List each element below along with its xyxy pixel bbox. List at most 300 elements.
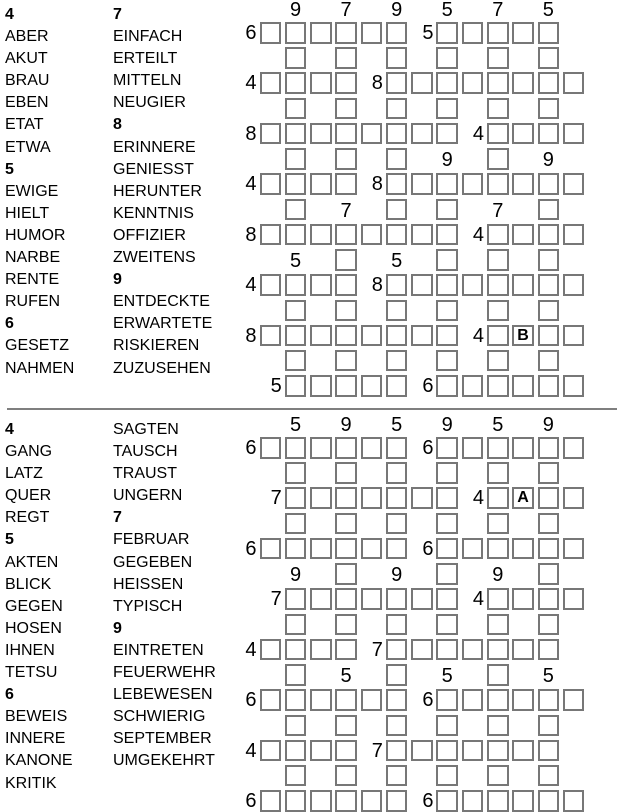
grid-cell[interactable] [335, 249, 357, 271]
grid-cell[interactable] [386, 790, 408, 812]
grid-cell[interactable] [386, 487, 408, 509]
grid-cell[interactable] [538, 740, 560, 762]
word-list-item: BRAU [5, 72, 50, 90]
grid-cell[interactable] [462, 274, 484, 296]
grid-cell[interactable] [538, 689, 560, 711]
grid-cell[interactable] [335, 123, 357, 145]
grid-cell[interactable] [487, 123, 509, 145]
grid-cell[interactable] [563, 689, 585, 711]
grid-cell[interactable] [285, 715, 307, 737]
grid-cell[interactable] [538, 614, 560, 636]
grid-cell[interactable] [538, 249, 560, 271]
grid-cell[interactable] [538, 513, 560, 535]
grid-cell[interactable] [512, 588, 534, 610]
grid-cell[interactable] [487, 148, 509, 170]
column-length-number: 7 [340, 199, 352, 222]
grid-cell[interactable] [361, 123, 383, 145]
grid-cell[interactable] [436, 173, 458, 195]
grid-cell[interactable] [538, 274, 560, 296]
grid-cell[interactable] [361, 22, 383, 44]
row-length-label: 7 [270, 588, 282, 611]
grid-cell[interactable] [285, 790, 307, 812]
grid-cell[interactable] [335, 513, 357, 535]
grid-cell[interactable] [310, 740, 332, 762]
grid-cell[interactable] [512, 123, 534, 145]
grid-cell[interactable] [436, 689, 458, 711]
grid-cell[interactable] [335, 274, 357, 296]
grid-cell[interactable] [310, 72, 332, 94]
row-length-label: 8 [245, 122, 257, 145]
grid-cell[interactable] [285, 614, 307, 636]
grid-cell[interactable] [538, 715, 560, 737]
grid-cell[interactable] [512, 790, 534, 812]
grid-cell[interactable] [487, 98, 509, 120]
grid-cell[interactable] [538, 588, 560, 610]
grid-cell[interactable] [462, 538, 484, 560]
grid-cell[interactable] [436, 740, 458, 762]
grid-cell[interactable] [436, 274, 458, 296]
grid-cell[interactable] [386, 274, 408, 296]
grid-cell[interactable] [310, 790, 332, 812]
word-list-item: EINTRETEN [113, 641, 204, 659]
grid-cell[interactable] [386, 47, 408, 69]
grid-cell[interactable] [310, 123, 332, 145]
row-length-label: 7 [270, 487, 282, 510]
grid-cell[interactable] [462, 639, 484, 661]
grid-cell[interactable] [487, 487, 509, 509]
grid-cell[interactable] [310, 487, 332, 509]
grid-cell[interactable] [563, 224, 585, 246]
grid-cell[interactable] [436, 375, 458, 397]
word-list-item: NAHMEN [5, 359, 75, 377]
word-list-item: ZUZUSEHEN [113, 359, 211, 377]
grid-cell[interactable] [563, 123, 585, 145]
grid-cell[interactable] [285, 513, 307, 535]
grid-cell[interactable] [487, 740, 509, 762]
grid-cell[interactable] [512, 274, 534, 296]
grid-cell[interactable] [260, 538, 282, 560]
grid-cell[interactable] [386, 98, 408, 120]
grid-cell[interactable] [512, 375, 534, 397]
grid-cell[interactable] [512, 224, 534, 246]
grid-cell[interactable] [386, 148, 408, 170]
grid-cell[interactable] [538, 765, 560, 787]
grid-cell[interactable] [462, 790, 484, 812]
grid-cell[interactable] [285, 437, 307, 459]
grid-cell[interactable] [512, 538, 534, 560]
grid-cell[interactable] [512, 173, 534, 195]
grid-cell[interactable] [487, 614, 509, 636]
grid-cell[interactable] [411, 639, 433, 661]
grid-cell[interactable] [310, 588, 332, 610]
grid-cell[interactable] [487, 274, 509, 296]
grid-cell[interactable] [462, 375, 484, 397]
grid-cell[interactable] [335, 639, 357, 661]
row-length-label: 4 [245, 274, 257, 297]
word-list-item: KENNTNIS [113, 204, 194, 222]
grid-cell[interactable] [436, 538, 458, 560]
grid-cell[interactable] [285, 47, 307, 69]
grid-cell[interactable] [335, 72, 357, 94]
row-length-label: 4 [472, 122, 485, 145]
grid-cell[interactable] [538, 462, 560, 484]
grid-cell[interactable] [563, 72, 585, 94]
grid-cell[interactable] [335, 487, 357, 509]
grid-cell[interactable] [411, 325, 433, 347]
row-length-label: 6 [422, 437, 434, 459]
word-list-item: AKUT [5, 50, 48, 68]
grid-cell[interactable] [285, 689, 307, 711]
grid-cell[interactable] [386, 715, 408, 737]
grid-cell[interactable] [436, 462, 458, 484]
grid-cell[interactable] [285, 148, 307, 170]
grid-cell[interactable] [411, 224, 433, 246]
grid-cell[interactable] [335, 22, 357, 44]
grid-cell[interactable] [386, 123, 408, 145]
grid-cell[interactable] [386, 300, 408, 322]
grid-cell[interactable] [487, 462, 509, 484]
grid-cell[interactable] [411, 487, 433, 509]
grid-cell[interactable] [386, 639, 408, 661]
grid-cell[interactable] [361, 487, 383, 509]
grid-cell[interactable] [386, 513, 408, 535]
row-length-label: 4 [472, 487, 485, 510]
grid-cell[interactable] [538, 300, 560, 322]
grid-cell[interactable] [538, 790, 560, 812]
grid-cell[interactable] [411, 72, 433, 94]
grid-cell[interactable] [538, 224, 560, 246]
word-list-item: GENIESST [113, 160, 194, 178]
grid-cell[interactable] [335, 437, 357, 459]
grid-cell[interactable] [563, 375, 585, 397]
grid-cell[interactable] [285, 588, 307, 610]
grid-cell[interactable] [487, 22, 509, 44]
word-list-item: HUMOR [5, 226, 66, 244]
grid-cell[interactable] [386, 462, 408, 484]
grid-cell[interactable] [361, 437, 383, 459]
row-length-label: 8 [371, 173, 383, 196]
grid-cell[interactable] [436, 325, 458, 347]
grid-cell[interactable] [436, 123, 458, 145]
grid-cell[interactable] [563, 790, 585, 812]
word-list-item: TETSU [5, 664, 58, 682]
grid-cell[interactable] [563, 173, 585, 195]
grid-cell[interactable] [512, 740, 534, 762]
grid-cell[interactable] [260, 639, 282, 661]
grid-cell[interactable] [436, 563, 458, 585]
grid-cell[interactable] [310, 538, 332, 560]
grid-cell[interactable] [386, 538, 408, 560]
grid-cell[interactable] [285, 72, 307, 94]
grid-cell[interactable] [563, 325, 585, 347]
grid-cell[interactable] [335, 790, 357, 812]
column-length-number: 5 [289, 414, 302, 436]
grid-cell[interactable] [487, 437, 509, 459]
grid-cell[interactable] [285, 224, 307, 246]
grid-cell[interactable] [386, 437, 408, 459]
grid-cell[interactable] [361, 790, 383, 812]
grid-cell[interactable] [436, 715, 458, 737]
grid-cell[interactable] [285, 538, 307, 560]
word-list-item: SAGTEN [113, 421, 179, 438]
grid-cell[interactable] [538, 325, 560, 347]
grid-cell[interactable] [563, 487, 585, 509]
grid-cell[interactable] [260, 173, 282, 195]
grid-cell[interactable] [487, 664, 509, 686]
grid-cell[interactable] [411, 588, 433, 610]
row-length-label: 4 [472, 324, 485, 347]
grid-cell[interactable] [260, 123, 282, 145]
grid-cell[interactable] [538, 563, 560, 585]
word-list-item: AKTEN [5, 553, 59, 571]
grid-cell[interactable] [260, 325, 282, 347]
grid-cell[interactable] [285, 350, 307, 372]
grid-cell[interactable] [487, 72, 509, 94]
grid-cell[interactable] [487, 325, 509, 347]
grid-cell[interactable] [335, 765, 357, 787]
grid-cell[interactable] [335, 325, 357, 347]
grid-cell[interactable] [563, 274, 585, 296]
grid-cell[interactable] [361, 375, 383, 397]
word-list-item: GEGEN [5, 597, 63, 615]
grid-cell[interactable] [310, 689, 332, 711]
grid-cell[interactable] [487, 715, 509, 737]
grid-cell[interactable] [260, 740, 282, 762]
grid-cell[interactable] [285, 274, 307, 296]
grid-cell[interactable] [285, 639, 307, 661]
grid-cell[interactable] [310, 224, 332, 246]
grid-cell[interactable] [436, 72, 458, 94]
grid-cell[interactable] [260, 22, 282, 44]
grid-cell[interactable] [436, 437, 458, 459]
grid-cell[interactable] [436, 22, 458, 44]
grid-cell[interactable] [538, 375, 560, 397]
grid-cell[interactable] [386, 614, 408, 636]
word-list-item: UNGERN [113, 487, 183, 505]
word-list-item: RUFEN [5, 293, 61, 311]
grid-cell[interactable] [462, 72, 484, 94]
grid-cell[interactable] [310, 22, 332, 44]
grid-cell[interactable] [361, 588, 383, 610]
grid-cell[interactable] [563, 437, 585, 459]
grid-cell[interactable] [512, 22, 534, 44]
grid-cell[interactable] [285, 173, 307, 195]
grid-cell[interactable] [487, 513, 509, 535]
grid-cell[interactable] [487, 47, 509, 69]
grid-cell[interactable] [335, 300, 357, 322]
grid-cell[interactable] [462, 173, 484, 195]
grid-cell[interactable] [462, 437, 484, 459]
grid-cell[interactable] [335, 462, 357, 484]
row-length-label: 6 [245, 790, 257, 812]
grid-cell[interactable] [285, 765, 307, 787]
grid-cell[interactable] [411, 740, 433, 762]
grid-cell[interactable] [512, 639, 534, 661]
grid-cell[interactable] [335, 173, 357, 195]
grid-cell[interactable] [260, 224, 282, 246]
grid-cell[interactable] [538, 487, 560, 509]
grid-cell[interactable] [386, 740, 408, 762]
column-length-number: 5 [542, 665, 554, 688]
grid-cell[interactable] [335, 224, 357, 246]
grid-cell[interactable] [462, 740, 484, 762]
grid-cell[interactable] [538, 437, 560, 459]
grid-cell[interactable] [310, 639, 332, 661]
grid-cell[interactable] [512, 72, 534, 94]
grid-cell[interactable] [335, 47, 357, 69]
grid-cell[interactable] [386, 350, 408, 372]
grid-cell[interactable] [335, 588, 357, 610]
grid-cell[interactable] [386, 22, 408, 44]
grid-cell[interactable] [487, 350, 509, 372]
grid-cell[interactable] [436, 790, 458, 812]
grid-cell[interactable] [335, 614, 357, 636]
grid-cell[interactable] [361, 224, 383, 246]
grid-cell[interactable] [335, 350, 357, 372]
grid-cell[interactable] [335, 740, 357, 762]
grid-cell[interactable] [361, 325, 383, 347]
grid-cell[interactable] [487, 300, 509, 322]
grid-cell[interactable] [260, 689, 282, 711]
grid-cell[interactable] [285, 199, 307, 221]
grid-cell[interactable] [310, 173, 332, 195]
grid-cell[interactable] [386, 224, 408, 246]
grid-cell[interactable] [335, 375, 357, 397]
grid-cell[interactable] [436, 588, 458, 610]
word-list-item: BEWEIS [5, 708, 68, 726]
grid-cell[interactable] [386, 199, 408, 221]
grid-cell[interactable] [436, 350, 458, 372]
word-list-item: ENTDECKTE [113, 293, 210, 311]
grid-cell[interactable] [538, 199, 560, 221]
grid-cell[interactable] [436, 98, 458, 120]
grid-cell[interactable] [335, 715, 357, 737]
word-list-item: LEBEWESEN [113, 686, 213, 704]
grid-cell[interactable] [260, 274, 282, 296]
grid-cell[interactable] [260, 790, 282, 812]
grid-cell[interactable] [538, 350, 560, 372]
grid-cell[interactable] [487, 588, 509, 610]
grid-cell[interactable] [487, 689, 509, 711]
grid-cell[interactable] [285, 740, 307, 762]
grid-cell[interactable] [436, 513, 458, 535]
word-list-item: EBEN [5, 94, 49, 112]
word-length-header: 6 [5, 686, 14, 704]
puzzle-2 [0, 415, 622, 812]
grid-cell[interactable] [436, 224, 458, 246]
word-list-item: RISKIEREN [113, 337, 200, 355]
grid-cell[interactable] [538, 639, 560, 661]
grid-cell[interactable] [285, 98, 307, 120]
grid-cell[interactable] [538, 538, 560, 560]
grid-cell[interactable] [285, 123, 307, 145]
word-list-item: GANG [5, 443, 53, 461]
grid-cell[interactable] [335, 538, 357, 560]
grid-cell[interactable] [487, 173, 509, 195]
row-length-label: 6 [245, 537, 257, 560]
grid-cell[interactable] [310, 325, 332, 347]
row-length-label: 8 [245, 324, 257, 347]
grid-cell[interactable] [386, 765, 408, 787]
grid-cell[interactable] [386, 375, 408, 397]
grid-cell[interactable] [538, 173, 560, 195]
grid-cell[interactable] [563, 588, 585, 610]
grid-cell[interactable] [538, 72, 560, 94]
grid-cell[interactable] [335, 689, 357, 711]
grid-cell[interactable] [285, 487, 307, 509]
grid-cell[interactable] [335, 148, 357, 170]
grid-cell[interactable] [512, 689, 534, 711]
grid-cell[interactable] [487, 538, 509, 560]
grid-cell[interactable] [487, 224, 509, 246]
grid-cell[interactable] [285, 462, 307, 484]
grid-cell[interactable] [538, 22, 560, 44]
grid-cell[interactable] [436, 199, 458, 221]
grid-cell[interactable] [386, 588, 408, 610]
grid-cell[interactable] [563, 538, 585, 560]
grid-cell[interactable] [386, 664, 408, 686]
grid-cell[interactable] [487, 249, 509, 271]
word-list-item: MITTELN [113, 72, 182, 90]
grid-cell[interactable] [538, 47, 560, 69]
grid-cell[interactable] [462, 22, 484, 44]
grid-cell-prefilled: B [512, 325, 534, 347]
word-list-item: QUER [5, 487, 52, 505]
grid-cell[interactable] [538, 98, 560, 120]
grid-cell[interactable] [386, 72, 408, 94]
grid-cell[interactable] [285, 300, 307, 322]
grid-cell[interactable] [436, 47, 458, 69]
grid-cell[interactable] [512, 437, 534, 459]
grid-cell[interactable] [361, 689, 383, 711]
grid-cell[interactable] [487, 639, 509, 661]
grid-cell[interactable] [260, 72, 282, 94]
grid-cell[interactable] [436, 487, 458, 509]
grid-cell[interactable] [285, 22, 307, 44]
grid-cell[interactable] [386, 173, 408, 195]
grid-cell[interactable] [310, 375, 332, 397]
grid-cell[interactable] [436, 765, 458, 787]
grid-cell[interactable] [411, 274, 433, 296]
column-length-number: 5 [542, 0, 554, 21]
grid-cell[interactable] [310, 437, 332, 459]
grid-cell[interactable] [285, 375, 307, 397]
grid-cell[interactable] [361, 538, 383, 560]
grid-cell[interactable] [335, 563, 357, 585]
grid-cell[interactable] [436, 614, 458, 636]
grid-cell[interactable] [310, 274, 332, 296]
grid-cell[interactable] [411, 123, 433, 145]
grid-cell[interactable] [411, 173, 433, 195]
grid-cell[interactable] [335, 98, 357, 120]
grid-cell[interactable] [538, 123, 560, 145]
grid-cell[interactable] [260, 437, 282, 459]
grid-cell[interactable] [285, 325, 307, 347]
grid-cell[interactable] [386, 325, 408, 347]
grid-cell[interactable] [436, 249, 458, 271]
word-length-header: 7 [113, 6, 122, 23]
grid-cell[interactable] [487, 790, 509, 812]
grid-cell[interactable] [285, 664, 307, 686]
grid-cell[interactable] [462, 689, 484, 711]
grid-cell[interactable] [436, 300, 458, 322]
word-list-item: REGT [5, 509, 50, 527]
word-length-header: 5 [5, 160, 14, 178]
grid-cell[interactable] [386, 689, 408, 711]
grid-cell[interactable] [487, 765, 509, 787]
grid-cell[interactable] [436, 639, 458, 661]
grid-cell[interactable] [487, 375, 509, 397]
